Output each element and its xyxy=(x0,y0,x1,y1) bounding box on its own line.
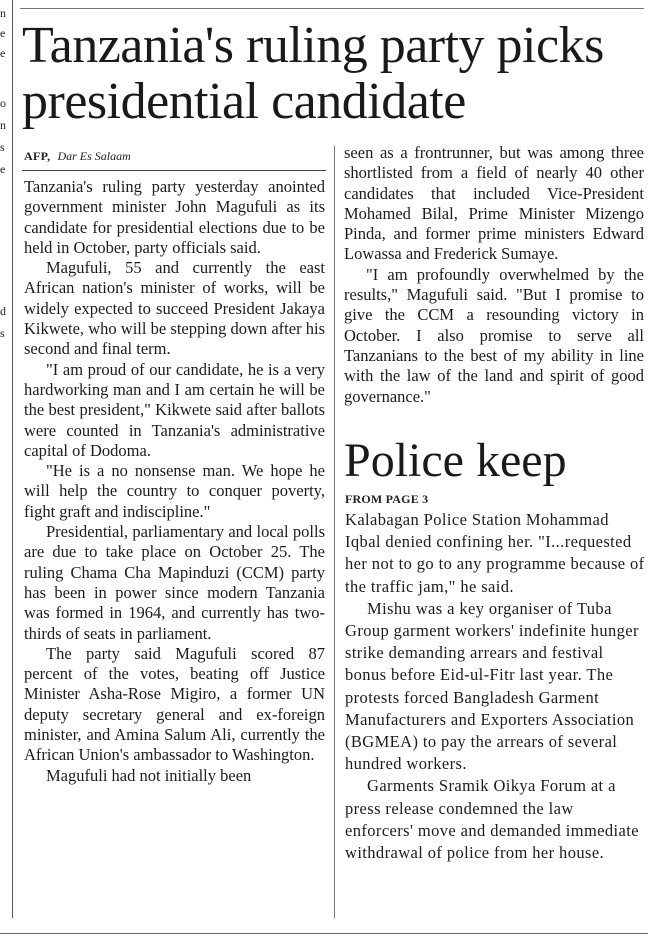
jump-story-headline: Police keep xyxy=(344,434,567,487)
article-paragraph: Magufuli, 55 and currently the east African nation's minister of works, will be widely expected to succeed President Jakaya Kikwete, who will be stepping down after his second and final term. xyxy=(24,258,325,359)
split-part-1: Magufuli had not initially been xyxy=(46,765,252,785)
article-paragraph: Presidential, parliamentary and local polls are due to take place on October 25. The ruling Chama Cha Mapinduzi (CCM) party has been in power since modern Tanzania was formed in 1964, and currently has two-thirds of seats in parliament. xyxy=(24,522,325,643)
article-paragraph: "I am proud of our candidate, he is a very hardworking man and I am certain he will be the best president," Kikwete said after ballots were counted in Tanzania's administrative capital of Dodoma. xyxy=(24,359,325,460)
article-paragraph: "I am profoundly overwhelmed by the results," Magufuli said. "But I promise to give the CCM a resounding victory in October. I also promise to serve all Tanzanians to the best of my ability in line with the law of the land and spirit of good governance." xyxy=(344,264,644,406)
byline-agency: AFP, xyxy=(24,149,51,163)
cropped-letter: e xyxy=(0,26,6,40)
byline-dateline: Dar Es Salaam xyxy=(57,149,131,163)
split-part-2: seen as a frontrunner, but was among three shortlisted from a field of nearly 40 other candidates that included Vice-President Mohamed Bilal, Prime Minister Mizengo Pinda, and former prime ministers Edward Lowassa and Frederick Sumaye. xyxy=(344,143,644,264)
jump-paragraph: Garments Sramik Oikya Forum at a press release condemned the law enforcers' move and demanded immediate withdrawal of police from her house. xyxy=(345,776,639,863)
cropped-letter: s xyxy=(0,140,5,154)
article-column-1 xyxy=(24,177,325,919)
cropped-adjacent-column xyxy=(0,0,10,920)
cropped-letter: n xyxy=(0,118,6,132)
byline-rule xyxy=(22,170,326,171)
article-paragraph-split xyxy=(24,766,325,786)
jump-from-page-label: FROM PAGE 3 xyxy=(345,492,429,506)
byline xyxy=(24,146,324,166)
jump-paragraph: Kalabagan Police Station Mohammad Iqbal denied confining her. "I...requested her not to go to any programme because of the traffic jam," he said. xyxy=(345,510,645,596)
cropped-letter: n xyxy=(0,6,6,20)
cropped-letter: s xyxy=(0,326,5,340)
column-divider-rule xyxy=(334,146,335,918)
jump-paragraph: Mishu was a key organiser of Tuba Group garment workers' indefinite hunger strike demanding arrears and festival bonus before Eid-ul-Fitr last year. The protests forced Bangladesh Garment Manufacturers and Exporters Association (BGMEA) to pay the arrears of several hundred workers. xyxy=(345,598,639,774)
cropped-letter: e xyxy=(0,162,6,176)
cropped-letter: o xyxy=(0,96,6,110)
article-paragraph: The party said Magufuli scored 87 percent of the votes, beating off Justice Minister Asha-Rose Migiro, a former UN deputy secretary general and ex-foreign minister, and Amina Salum Ali, currently the African Union's ambassador to Washington. xyxy=(24,643,325,765)
bottom-rule xyxy=(0,933,648,934)
jump-story-column xyxy=(345,509,645,919)
top-rule xyxy=(20,8,644,9)
article-headline: Tanzania's ruling party picks presidential candidate xyxy=(22,17,604,130)
article-paragraph-continued xyxy=(344,143,644,265)
article-paragraph: Tanzania's ruling party yesterday anointed government minister John Magufuli as its candidate for presidential elections due to be held in October, party officials said. xyxy=(24,177,325,257)
cropped-letter: d xyxy=(0,304,6,318)
left-column-rule xyxy=(12,0,13,918)
article-paragraph: "He is a no nonsense man. We hope he will help the country to conquer poverty, fight graft and indiscipline." xyxy=(24,461,325,521)
article-column-2 xyxy=(344,143,644,427)
cropped-letter: e xyxy=(0,46,6,60)
